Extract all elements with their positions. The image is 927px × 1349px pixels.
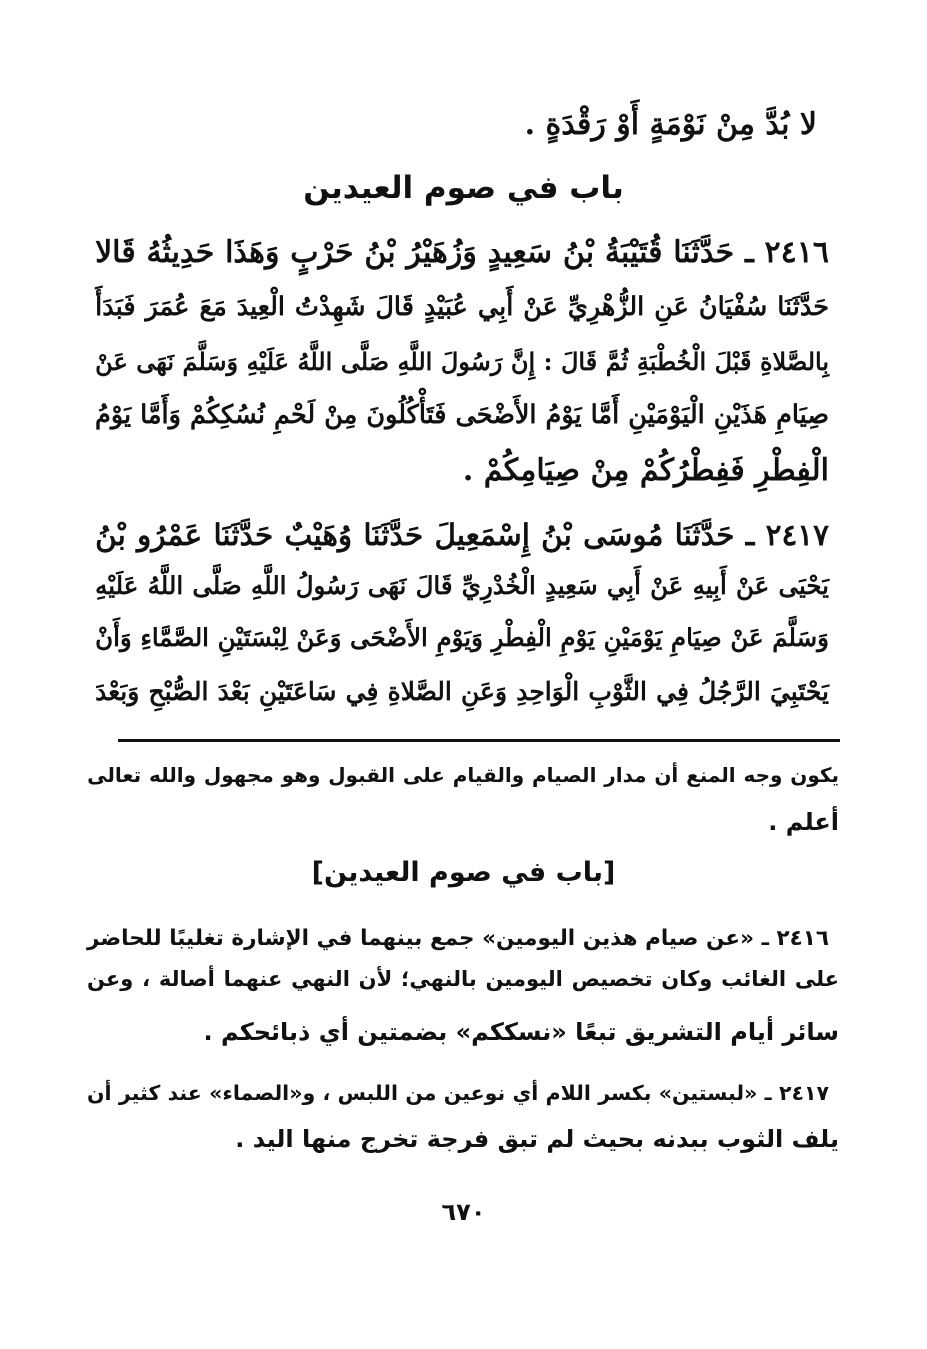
hadith-2416-line-5: الْفِطْرِ فَفِطْرُكُمْ مِنْ صِيَامِكُمْ . [462, 453, 829, 488]
hadith-2416-line-4: صِيَامِ هَذَيْنِ الْيَوْمَيْنِ أَمَّا يَوْمُ الأَضْحَى فَتَأْكُلُونَ مِنْ لَحْمِ نُسُكِكُمْ وَأَمَّا يَوْمُ [95, 400, 829, 430]
hadith-2417-line-3: وَسَلَّمَ عَنْ صِيَامِ يَوْمَيْنِ يَوْمِ الْفِطْرِ وَيَوْمِ الأَضْحَى وَعَنْ لِبْسَتَيْنِ الصَّمَّاءِ وَأَنْ [95, 623, 829, 652]
note-2417-line-2: يلف الثوب ببدنه بحيث لم تبق فرجة تخرج منها اليد . [235, 1125, 839, 1153]
hadith-2416-line-3: بِالصَّلاةِ قَبْلَ الْخُطْبَةِ ثُمَّ قَالَ : إِنَّ رَسُولَ اللَّهِ صَلَّى اللَّهُ عَلَيْهِ وَسَلَّمَ نَهَى عَنْ [95, 347, 829, 376]
hadith-2417-line-4: يَحْتَبِيَ الرَّجُلُ فِي الثَّوْبِ الْوَاحِدِ وَعَنِ الصَّلاةِ فِي سَاعَتَيْنِ بَعْدَ الصُّبْحِ وَبَعْدَ [95, 677, 829, 706]
note-2416-line-2: على الغائب وكان تخصيص اليومين بالنهي؛ لأن النهي عنهما أصالة ، وعن [87, 967, 839, 991]
page-number: ٦٧٠ [441, 1198, 486, 1226]
note-2417-line-1: ٢٤١٧ ـ «لبستين» بكسر اللام أي نوعين من اللبس ، و«الصماء» عند كثير أن [87, 1081, 829, 1105]
commentary-intro-line-2: أعلم . [768, 808, 839, 836]
chapter-title: باب في صوم العيدين [303, 170, 624, 206]
hadith-2417-line-1: ٢٤١٧ ـ حَدَّثَنَا مُوسَى بْنُ إِسْمَعِيلَ حَدَّثَنَا وُهَيْبٌ حَدَّثَنَا عَمْرُو بْنُ [95, 517, 829, 552]
commentary-intro-line-1: يكون وجه المنع أن مدار الصيام والقيام على القبول وهو مجهول والله تعالى [87, 763, 839, 787]
footnote-divider [118, 739, 840, 742]
note-2416-line-1: ٢٤١٦ ـ «عن صيام هذين اليومين» جمع بينهما في الإشارة تغليبًا للحاضر [87, 926, 829, 951]
previous-hadith-ending: لا بُدَّ مِنْ نَوْمَةٍ أَوْ رَقْدَةٍ . [524, 107, 817, 142]
note-2416-line-3: سائر أيام التشريق تبعًا «نسككم» بضمتين أي ذبائحكم . [203, 1018, 839, 1046]
hadith-2416-line-2: حَدَّثَنَا سُفْيَانُ عَنِ الزُّهْرِيِّ عَنْ أَبِي عُبَيْدٍ قَالَ شَهِدْتُ الْعِيدَ مَعَ عُمَرَ فَبَدَأَ [95, 292, 829, 322]
hadith-2417-line-2: يَحْيَى عَنْ أَبِيهِ عَنْ أَبِي سَعِيدٍ الْخُدْرِيِّ قَالَ نَهَى رَسُولُ اللَّهِ صَلَّى اللَّهُ عَلَيْهِ [95, 571, 829, 600]
commentary-chapter-title: [باب في صوم العيدين] [311, 857, 616, 888]
hadith-2416-line-1: ٢٤١٦ ـ حَدَّثَنَا قُتَيْبَةُ بْنُ سَعِيدٍ وَزُهَيْرُ بْنُ حَرْبٍ وَهَذَا حَدِيثُهُ قَالا [95, 235, 829, 270]
